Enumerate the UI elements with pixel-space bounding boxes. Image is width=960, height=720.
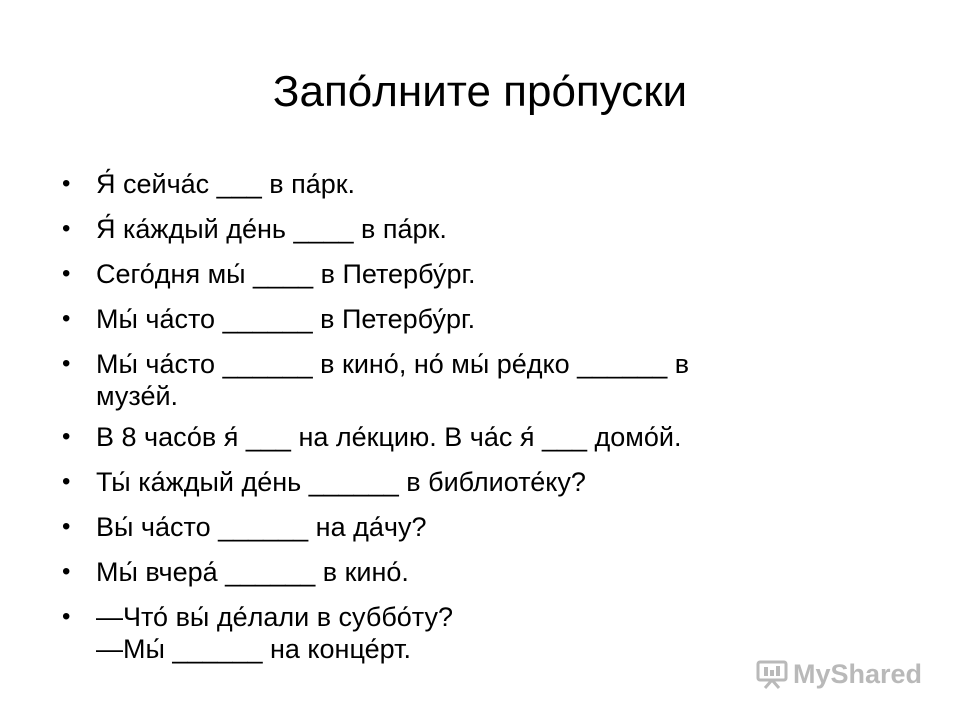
item-text: —Что́ вы́ де́лали в суббо́ту? <box>96 602 453 632</box>
watermark-text: MyShared <box>792 659 922 689</box>
list-item <box>60 258 880 290</box>
bullet-icon: • <box>62 603 71 630</box>
item-text: Ты́ ка́ждый де́нь ______ в библиоте́ку? <box>96 467 586 497</box>
item-text: Я́ ка́ждый де́нь ____ в па́рк. <box>96 214 447 244</box>
item-text: Я́ сейча́с ___ в па́рк. <box>96 169 356 199</box>
bullet-icon: • <box>62 468 71 495</box>
bullet-icon: • <box>62 170 71 197</box>
list-item <box>60 421 880 453</box>
item-text: Мы́ вчера́ ______ в кино́. <box>96 557 409 587</box>
presentation-board-icon <box>755 659 789 689</box>
slide-title: Запо́лните про́пуски <box>272 67 688 116</box>
list-item <box>60 601 880 665</box>
bullet-icon: • <box>62 558 71 585</box>
item-text: Мы́ ча́сто ______ в Петербу́рг. <box>96 304 476 334</box>
list-item <box>60 168 880 200</box>
watermark-logo <box>755 658 922 690</box>
bullet-list <box>60 168 880 678</box>
list-item <box>60 303 880 335</box>
item-text-continuation: —Мы́ ______ на конце́рт. <box>96 634 411 664</box>
list-item <box>60 213 880 245</box>
bullet-icon: • <box>62 215 71 242</box>
item-text-continuation: музе́й. <box>96 381 179 411</box>
bullet-icon: • <box>62 305 71 332</box>
item-text: Сего́дня мы́ ____ в Петербу́рг. <box>96 259 476 289</box>
item-text: Мы́ ча́сто ______ в кино́, но́ мы́ ре́дко ______ в <box>96 349 690 379</box>
item-text: В 8 часо́в я́ ___ на ле́кцию. В ча́с я́ ___ домо́й. <box>96 422 682 452</box>
list-item <box>60 556 880 588</box>
list-item <box>60 511 880 543</box>
list-item <box>60 348 880 412</box>
bullet-icon: • <box>62 513 71 540</box>
item-text: Вы́ ча́сто ______ на да́чу? <box>96 512 427 542</box>
bullet-icon: • <box>62 350 71 377</box>
bullet-icon: • <box>62 423 71 450</box>
list-item <box>60 466 880 498</box>
bullet-icon: • <box>62 260 71 287</box>
